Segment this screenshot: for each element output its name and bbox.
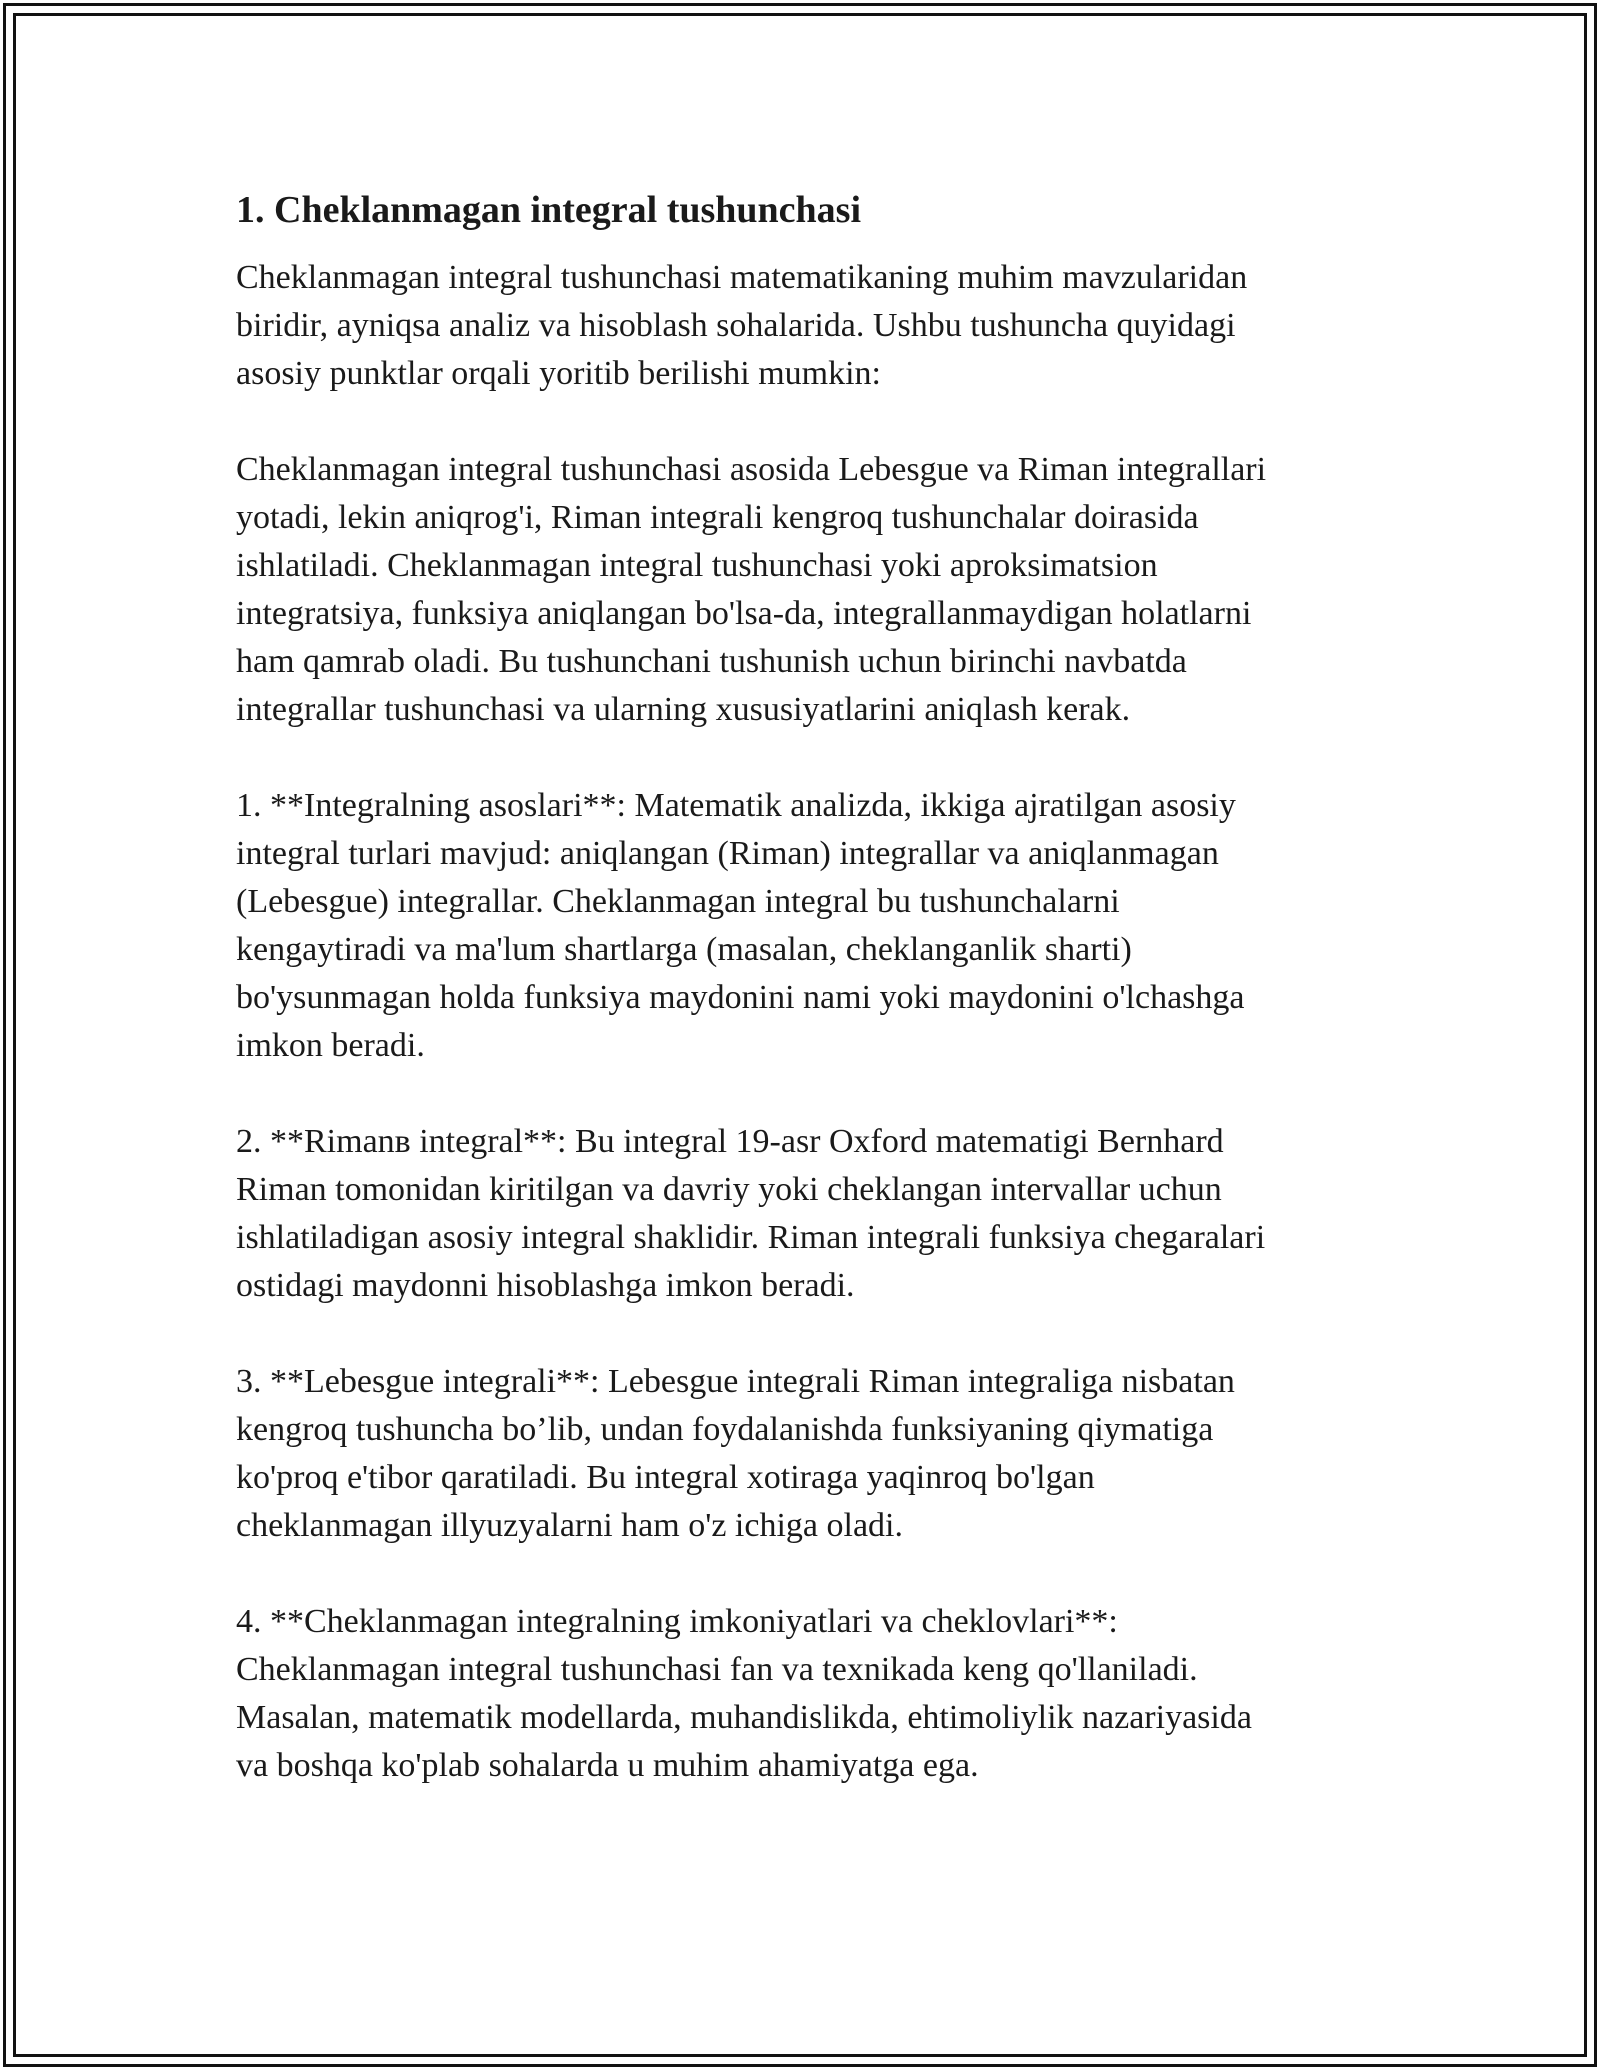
document-body	[236, 186, 1356, 1838]
intro-paragraph: Cheklanmagan integral tushunchasi matematikaning muhim mavzularidan biridir, ayniqsa analiz va hisoblash sohalarida. Ushbu tushuncha quyidagi asosiy punktlar orqali yoritib berilishi mumkin:	[236, 259, 1248, 392]
list-item-lebesgue-integral: 3. **Lebesgue integrali**: Lebesgue integrali Riman integraliga nisbatan kengroq tushuncha bo’lib, undan foydalanishda funksiyaning qiymatiga ko'proq e'tibor qaratiladi. Bu integral xotiraga yaqinroq bo'lgan cheklanmagan illyuzyalarni ham o'z ichiga oladi.	[236, 1363, 1235, 1544]
section-heading: 1. Cheklanmagan integral tushunchasi	[236, 189, 862, 231]
list-item-integral-basics: 1. **Integralning asoslari**: Matematik analizda, ikkiga ajratilgan asosiy integral turlari mavjud: aniqlangan (Riman) integrallar va aniqlanmagan (Lebesgue) integrallar. Cheklanmagan integral bu tushunchalarni kengaytiradi va ma'lum shartlarga (masalan, cheklanganlik sharti) bo'ysunmagan holda funksiya maydonini nami yoki maydonini o'lchashga imkon beradi.	[236, 787, 1245, 1064]
overview-paragraph: Cheklanmagan integral tushunchasi asosida Lebesgue va Riman integrallari yotadi, lekin aniqrog'i, Riman integrali kengroq tushunchalar doirasida ishlatiladi. Cheklanmagan integral tushunchasi yoki aproksimatsion integratsiya, funksiya aniqlangan bo'lsa-da, integrallanmaydigan holatlarni ham qamrab oladi. Bu tushunchani tushunish uchun birinchi navbatda integrallar tushunchasi va ularning xususiyatlarini aniqlash kerak.	[236, 451, 1267, 728]
list-item-riemann-integral: 2. **Rimanв integral**: Bu integral 19-asr Oxford matematigi Bernhard Riman tomonidan kiritilgan va davriy yoki cheklangan intervallar uchun ishlatiladigan asosiy integral shaklidir. Riman integrali funksiya chegaralari ostidagi maydonni hisoblashga imkon beradi.	[236, 1123, 1266, 1304]
list-item-possibilities-limitations: 4. **Cheklanmagan integralning imkoniyatlari va cheklovlari**: Cheklanmagan integral tushunchasi fan va texnikada keng qo'llaniladi. Masalan, matematik modellarda, muhandislikda, ehtimoliylik nazariyasida va boshqa ko'plab sohalarda u muhim ahamiyatga ega.	[236, 1603, 1252, 1784]
